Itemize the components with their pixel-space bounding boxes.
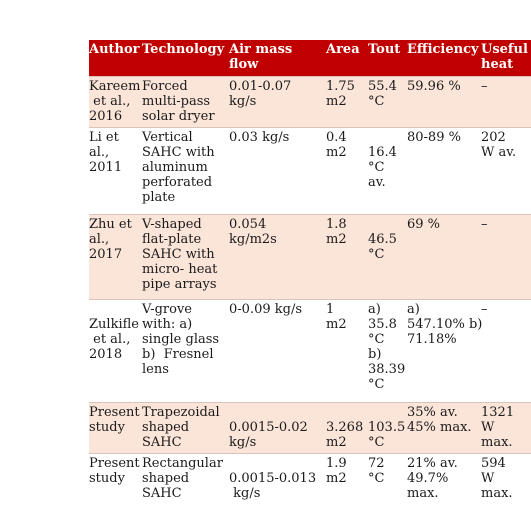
cell-tout: 103.5 °C — [368, 420, 406, 450]
cell-technology: Trapezoidal shaped SAHC — [142, 405, 220, 450]
cell-area: 1.8 m2 — [326, 217, 347, 247]
table-row — [89, 77, 531, 128]
cell-area: 3.268 m2 — [326, 420, 364, 450]
cell-tout: 16.4 °C av. — [368, 145, 397, 190]
cell-efficiency: 69 % — [407, 217, 441, 232]
header-area: Area — [326, 42, 360, 57]
table-row — [89, 300, 531, 403]
table-row — [89, 454, 531, 510]
cell-useful-heat: – — [481, 302, 488, 317]
cell-efficiency: 21% av. 49.7% max. — [407, 456, 458, 501]
table-row — [89, 215, 531, 300]
cell-efficiency: a) 547.10% b) 71.18% — [407, 302, 483, 347]
cell-air-mass-flow: 0.0015-0.02 kg/s — [229, 420, 308, 450]
header-technology: Technology — [142, 42, 225, 57]
cell-air-mass-flow: 0.054 kg/m2s — [229, 217, 277, 247]
cell-author: Present study — [89, 405, 140, 435]
header-air-mass-flow: Air mass flow — [229, 42, 293, 72]
cell-technology: Vertical SAHC with aluminum perforated plate — [142, 130, 215, 205]
cell-author: Zhu et al., 2017 — [89, 217, 132, 262]
cell-useful-heat: 202 W av. — [481, 130, 517, 160]
cell-tout: 55.4 °C — [368, 79, 397, 109]
table-header-row — [89, 40, 531, 77]
cell-author: Present study — [89, 456, 140, 486]
cell-author: Li et al., 2011 — [89, 130, 123, 175]
cell-useful-heat: – — [481, 79, 488, 94]
cell-air-mass-flow: 0.01-0.07 kg/s — [229, 79, 292, 109]
cell-useful-heat: – — [481, 217, 488, 232]
cell-technology: V-shaped flat-plate SAHC with micro- heat pipe arrays — [142, 217, 218, 292]
cell-useful-heat: 594 W max. — [481, 456, 513, 501]
cell-efficiency: 35% av. 45% max. — [407, 405, 472, 435]
cell-useful-heat: 1321 W max. — [481, 405, 515, 450]
cell-area: 1.75 m2 — [326, 79, 355, 109]
cell-author: Zulkifle et al., 2018 — [89, 317, 139, 362]
table-row — [89, 403, 531, 454]
cell-area: 0.4 m2 — [326, 130, 347, 160]
cell-technology: Rectangular shaped SAHC — [142, 456, 223, 501]
header-author: Author — [89, 42, 140, 57]
table-row — [89, 128, 531, 215]
cell-tout: 46.5 °C — [368, 232, 397, 262]
comparison-table — [89, 40, 531, 510]
cell-tout: a) 35.8 °C b) 38.39 °C — [368, 302, 406, 392]
cell-air-mass-flow: 0.03 kg/s — [229, 130, 290, 145]
header-tout: Tout — [368, 42, 401, 57]
header-useful-heat: Useful heat — [481, 42, 528, 72]
cell-technology: Forced multi-pass solar dryer — [142, 79, 215, 124]
cell-area: 1.9 m2 — [326, 456, 347, 486]
cell-efficiency: 59.96 % — [407, 79, 461, 94]
cell-author: Kareem et al., 2016 — [89, 79, 141, 124]
header-efficiency: Efficiency — [407, 42, 479, 57]
cell-air-mass-flow: 0-0.09 kg/s — [229, 302, 302, 317]
cell-air-mass-flow: 0.0015-0.013 kg/s — [229, 471, 317, 501]
cell-technology: V-grove with: a) single glass b) Fresnel lens — [142, 302, 220, 377]
cell-area: 1 m2 — [326, 302, 347, 332]
cell-efficiency: 80-89 % — [407, 130, 461, 145]
cell-tout: 72 °C — [368, 456, 385, 486]
